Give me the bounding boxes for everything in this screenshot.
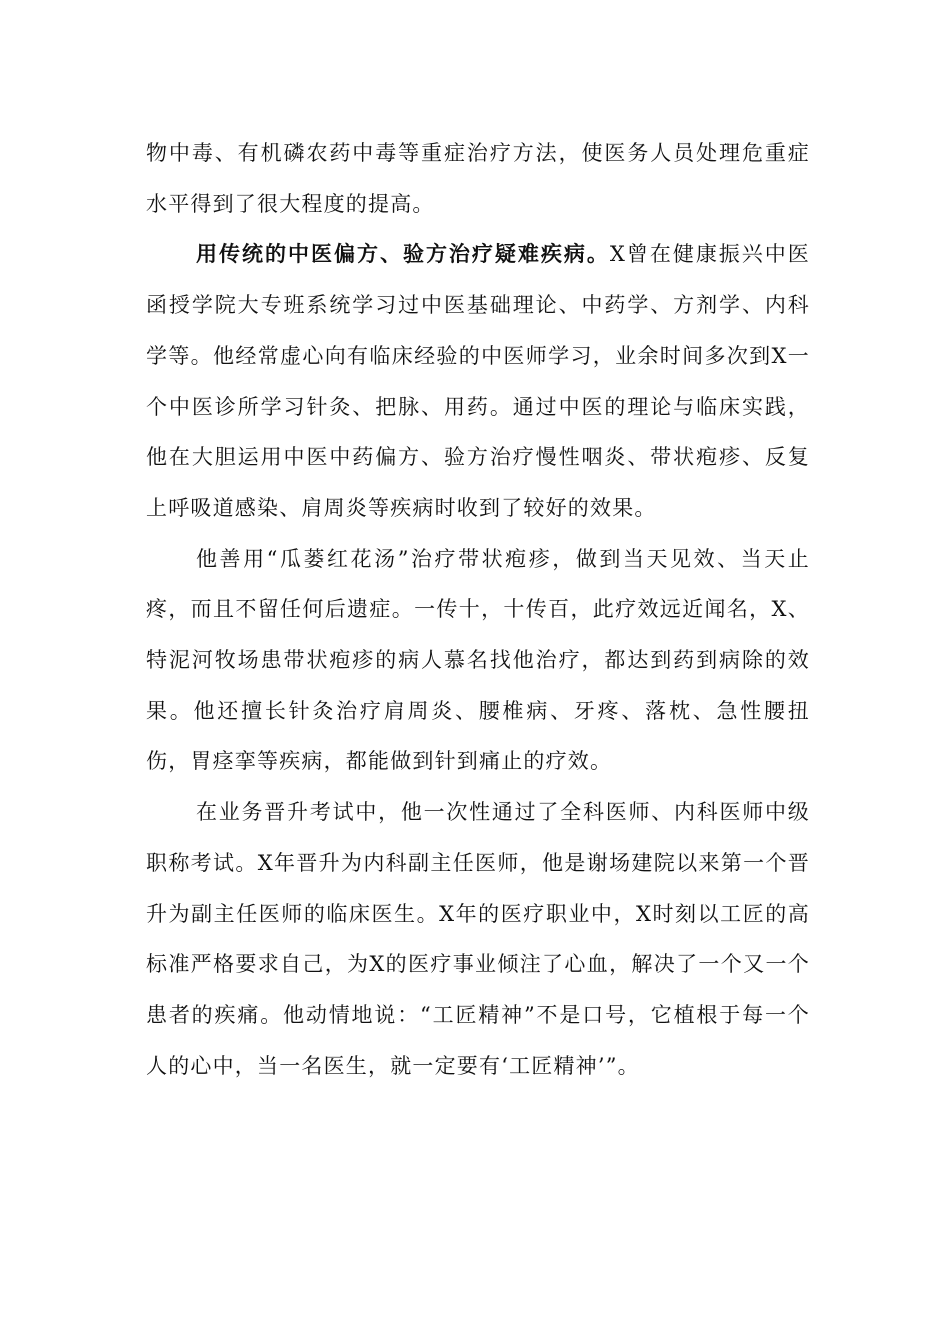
paragraph-3	[146, 534, 810, 788]
paragraph-text: 在业务晋升考试中，他一次性通过了全科医师、内科医师中级职称考试。X年晋升为内科副主任医师，他是谢场建院以来第一个晋升为副主任医师的临床医生。X年的医疗职业中，X时刻以工匠的高标准严格要求自己，为X的医疗事业倾注了心血，解决了一个又一个患者的疾痛。他动情地说：“工匠精神”不是口号，它植根于每一个人的心中，当一名医生，就一定要有‘工匠精神’”。	[146, 800, 810, 1078]
paragraph-text: 物中毒、有机磷农药中毒等重症治疗方法，使医务人员处理危重症水平得到了很大程度的提高。	[146, 141, 810, 216]
paragraph-text: X曾在健康振兴中医函授学院大专班系统学习过中医基础理论、中药学、方剂学、内科学等。他经常虚心向有临床经验的中医师学习，业余时间多次到X一个中医诊所学习针灸、把脉、用药。通过中医的理论与临床实践，他在大胆运用中医中药偏方、验方治疗慢性咽炎、带状疱疹、反复上呼吸道感染、肩周炎等疾病时收到了较好的效果。	[146, 242, 810, 520]
document-body	[146, 128, 810, 1091]
paragraph-2	[146, 229, 810, 533]
paragraph-text: 他善用“瓜蒌红花汤”治疗带状疱疹，做到当天见效、当天止疼，而且不留任何后遗症。一传十，十传百，此疗效远近闻名，X、特泥河牧场患带状疱疹的病人慕名找他治疗，都达到药到病除的效果。他还擅长针灸治疗肩周炎、腰椎病、牙疼、落枕、急性腰扭伤，胃痉挛等疾病，都能做到针到痛止的疗效。	[146, 546, 810, 774]
paragraph-4	[146, 787, 810, 1091]
paragraph-1	[146, 128, 810, 229]
paragraph-lead-heading: 用传统的中医偏方、验方治疗疑难疾病。	[196, 242, 610, 267]
